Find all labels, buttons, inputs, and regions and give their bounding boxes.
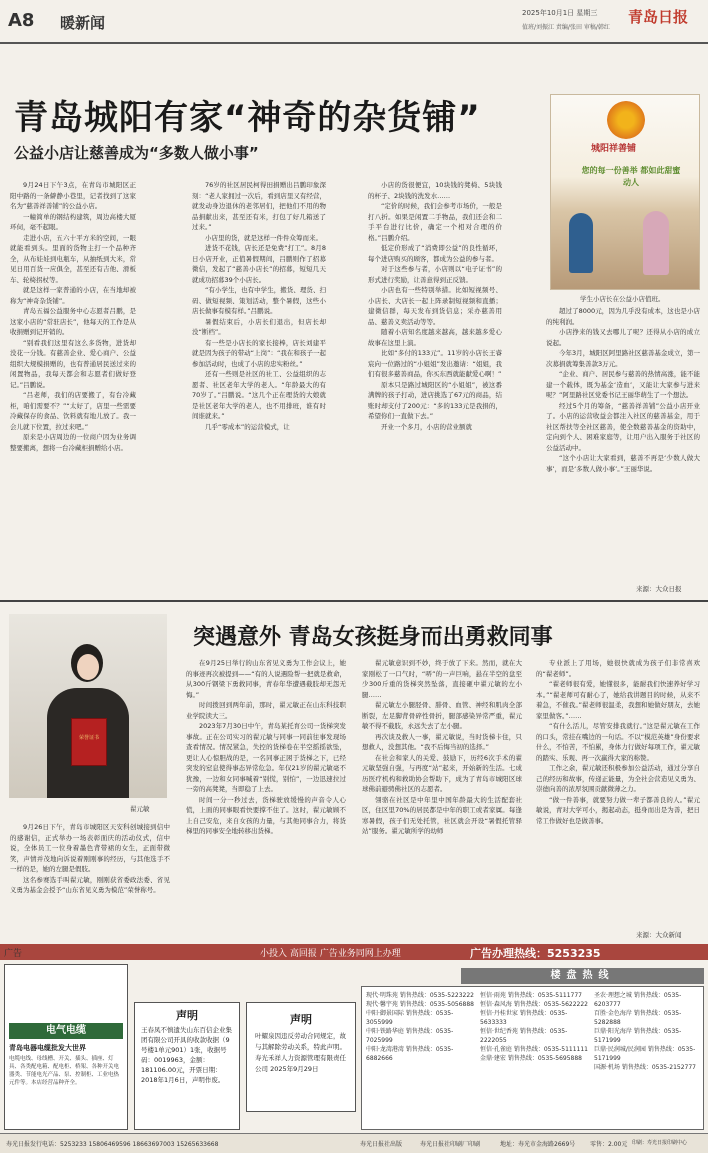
ad-title: 电气电缆 — [9, 1023, 123, 1039]
paragraph: 有一些是小店长的家长接棒，店长刘建平就是因为孩子的带动“上岗”：“我在和孩子一起参加活动时，也成了小店的忠实粉丝。” — [192, 338, 326, 368]
story1-photo — [550, 94, 700, 290]
story1-column-1 — [10, 180, 136, 590]
notice-box-2 — [246, 1002, 356, 1112]
paragraph: “做一件善事，就要努力做一辈子都善良的人。”翟元敏说，青对大学可小，揭起动态，挺身而出是为善，把日常工作做好也是做善事。 — [536, 795, 700, 825]
story2-headline: 突遇意外 青岛女孩挺身而出勇救同事 — [193, 625, 553, 650]
paragraph: 比如“多付的133元”。11岁的小店长王睿宸向一位路过的“小姐姐”发出邀请：“姐姐，我们有很多慈善商品，你买东西就能献爱心啊！” — [368, 349, 502, 378]
shop-slogan: 您的每一份善举 都如此甜蜜动人 — [581, 166, 681, 187]
hotline-item: 现代·明珠苑 销售热线：0535-5223222 — [366, 992, 474, 999]
footer-publisher: 寿光日报社出版 — [360, 1141, 403, 1148]
story2-credit: 来源：大众新闻 — [636, 931, 682, 939]
hotline-column — [594, 991, 700, 1072]
hotline-item: 国源·机场 销售热线：0535-2152777 — [594, 1064, 696, 1071]
child-figure — [643, 211, 669, 275]
hotline-item: 现代·馨宇苑 销售热线：0535-5056888 — [366, 1001, 474, 1008]
child-figure — [569, 213, 593, 273]
hotline-item: 恒信·森风海 销售热线：0535-5622222 — [480, 1001, 588, 1008]
story1-subhead: 公益小店让慈善成为“多数人做小事” — [14, 144, 259, 162]
paragraph: 就是这样一家普通的小店，在当地却被称为“神奇杂货铺”。 — [10, 286, 136, 305]
paragraph: 经过5个月的筹备，“慈善祥善铺”公益小店开业了。小店的运营收益会都注入社区的慈善基金，用于社区帮扶等全社区慈善，使全数慈善基金的资助中，定向到个人、困难家庭等，让用户出入服务于社区的公益活动中。 — [546, 401, 700, 452]
honor-certificate — [71, 718, 107, 766]
notice-body: 王春凤不慎遗失山东百信企业集团有限公司开具的收款收据（9号楼1单元901）1张，收据号码：0019963，金额：181106.00元，开票日期：2018年1月6日，声明作废。 — [141, 1026, 232, 1084]
paragraph: 小店也有一些特别举措。比如短视频号、小店长、大店长一起上阵录制短视频和直播；建微信群，每天发布到货信息；采办慈善用品、慈善义卖活动等等。 — [368, 286, 502, 326]
story1-photo-caption: 学生小店长在公益小店值班。 — [580, 295, 665, 303]
paragraph: 时间一分一秒过去，货梯驶放缓慢的声音令人心慌，上面的同事眼看快要撑不住了。这时，翟元敏顾不上自己安危，来自女孩的力量，与其他同事合力，将货梯里的同事安全地转移出货梯。 — [186, 795, 346, 835]
paragraph: 翟元敏意识到不妙，终于放了下来。然而，就在大家刚松了一口气时，“哢”的一声巨响，悬在半空的盘至少300斤重的货梯突然坠落，直接砸中翟元敏的左小腿…… — [362, 659, 522, 699]
ad-body: 电缆电线、母线槽、开关、插头、插座、灯具、各类配电箱、配电柜、桥架、各种开关电器类、节能电光产品、泵、控制柜、工业电热元件等。本店经营品种齐全。 — [9, 1056, 120, 1086]
notice-box-1 — [134, 1002, 240, 1130]
paragraph: “定价的时候，我们会参考市场价，一般是打八折。如果是闲置二手物品，我们还会和二手平台进行比价，确定一个相对合理的价格。”吕鹏介绍。 — [368, 202, 502, 242]
paragraph: 低定价形成了“消费即公益”的良性循环，每个进店购买的顾客，都成为公益的参与者。 — [368, 244, 502, 263]
paragraph: “别看我们这里有这么多货物，进货却没花一分钱。有慈善企业、爱心商户、公益组织大规模捐赠的，也有普通居民送过来的闲置物品，我每天都会和志愿者们做好登记。”吕鹏说。 — [10, 338, 136, 389]
paragraph: 青岛五福公益服务中心志愿者吕鹏，是这家小店的“常驻店长”，他每天的工作是从收捐赠到记开销的。 — [10, 307, 136, 336]
section-title: 暖新闻 — [60, 14, 106, 32]
hotline-item: 巨鼎·民润城/民润园 销售热线：0535-5171999 — [594, 1046, 696, 1062]
hotline-item: 中阳·龙湾港湾 销售热线：0535-6882666 — [366, 1046, 454, 1062]
story2-column-1 — [10, 822, 170, 942]
paragraph: 今年3月，城阳区阿里路社区慈善基金成立，第一次募捐就筹集善款3万元。 — [546, 349, 700, 368]
paragraph: “吕老师，我们的店要搬了，有台冷藏柜，咱们需要不？”“太好了，店里一些需要冷藏保存的食品、饮料就有地儿放了。我一会儿就下位置，拉过来吧。” — [10, 391, 136, 431]
hotline-column — [366, 991, 474, 1063]
paragraph: “企业、商户、居民参与慈善的热情高涨，能不能建一个载体，既为基金‘造血’，又能让大家参与进来呢？”阿里路社区党委书记王丽华萌生了一个想法。 — [546, 370, 700, 399]
electric-cable-ad — [4, 964, 128, 1130]
hotline-item: 圣农·理想之城 销售热线：0535-6203777 — [594, 992, 682, 1008]
paragraph: 暑假结束后，小店长们退出，但店长却没“断档”。 — [192, 317, 326, 336]
paragraph: 9月26日下午，青岛市城阳区天安科创城接到信中的感谢信，正式举办一场表彰面庆的活动仪式，信中说，全体员工一位身着墨色背带裙的女生，正面带微笑，声情并茂地向诉说着刚刚事的经历，与其他选手不一样的是，她的左腿是假肢。 — [10, 823, 170, 873]
paragraph: 小店的货很便宜，10块钱的凳椅、5块钱的杯子、2块钱的洗发水…… — [368, 181, 502, 200]
hotline-column — [480, 991, 588, 1063]
paragraph: 翎骆在社区是中年里中国年龄最大的生活配套社区，住区里70%的居民都是中年的职工或者家属。每逢寒暑假，孩子们无处托管，社区就会开设“暑假托管驿站”服务。翟元敏所学的幼师 — [362, 795, 522, 835]
paragraph: 76岁的社区居民柯得田捐赠出吕鹏印象深刻：“老人家拥过一次后，看到店里又有经营，就发动身边退休的老邻居们，把他们不用的物品捐献出来，甚至还有米，打包了好几箱送了过来。” — [192, 181, 326, 231]
story2-photo — [9, 614, 167, 798]
person-face — [77, 654, 99, 680]
hotline-item: 恒信·雨苑 销售热线：0535-5111777 — [480, 992, 582, 999]
certificate-label: 荣誉证书 — [78, 735, 99, 741]
paragraph: 小店里的货，就是这样一件件众筹而来。 — [205, 233, 322, 242]
paragraph: 小店挣来的钱又去哪儿了呢？还得从小店的成立说起。 — [546, 328, 700, 347]
paragraph: 2023年7月30日中午，青岛某托育公司一货梯突发事故。正在公司实习的翟元敏与同事一同前往事发现场查看情况。情况紧急，失控的货梯卷在半空摇摇欲坠，更让人心惊胆战的是，一名同事正困于货梯之下，已经突发的窒息使得事态异常危急。年仅21岁的翟元敏毫不犹豫，一边和女同事喊着“别慌，别怕”，一边迅速拉过一旁的高凳凳，当即稳了上去。 — [186, 722, 346, 793]
shop-sign: 城阳祥善铺 — [591, 144, 637, 154]
paragraph: “有小学生，也有中学生，搬货、理货、扫码、做短视频、策划活动，整个暑假，这些小店长做事有模有样。”吕鹏说。 — [192, 286, 326, 315]
masthead-logo: 青岛日报 — [628, 8, 689, 26]
ad-phone: 广告办理热线：5253235 — [470, 947, 601, 960]
ad-label: 广告 — [4, 949, 23, 959]
paragraph: 开业一个多月，小店的营业额就 — [381, 422, 472, 431]
story2-photo-caption: 翟元敏 — [130, 805, 150, 813]
hotline-item: 中阳·铁路华庭 销售热线：0535-7025999 — [366, 1028, 454, 1044]
story2-column-3 — [362, 658, 522, 942]
notice-title: 声明 — [176, 1009, 198, 1022]
section-divider — [0, 600, 708, 602]
story2-column-2 — [186, 658, 346, 942]
paragraph: 工作之余，翟元敏还积极参加公益活动，通过分享自己的经历和故事，传递正能量，为全社会营造见义勇为、崇德向善的浓厚氛围贡献微薄之力。 — [536, 764, 700, 793]
paragraph: 超过了8000元，因为几乎没有成本，这也是小店的纯利润。 — [546, 307, 700, 326]
story1-column-4 — [546, 306, 700, 578]
paragraph: “有什么活儿，尽管安排我就行。”这是翟元敏在工作的口头，常挂在嘴边的一句话。不以“模范英雄”身份要求什么，不怕苦，不怕累，身体力行做好每项工作，翟元敏的踏实、乐观、再一次赢得大家的称赞。 — [536, 722, 700, 762]
paragraph: 进货不花钱，店长还是免费“打工”。8月8日小店开业，正值暑假期间，吕鹏则作了招募微信，发起了“慈善小店长”的招募，短短几天就成功招募39个小店长。 — [192, 244, 326, 284]
paragraph: 专业派上了用场，她很快就成为孩子们非常喜欢的“翟老师”。 — [536, 659, 700, 678]
story2-column-4 — [536, 658, 700, 928]
page-number: A8 — [8, 10, 35, 31]
paragraph: 时间拨回到两年前，那时，翟元敏正在山东科技职业学院读大三。 — [186, 701, 346, 720]
hotline-item: 恒信·丹桂世家 销售热线：0535-5633333 — [480, 1010, 568, 1026]
issue-date: 2025年10月1日 星期三 — [522, 9, 598, 17]
paragraph: 这名参赛选手叫翟元敏，刚刚获省委政法委、省见义勇为基金会授予“山东省见义勇为模范”荣誉称号。 — [10, 875, 170, 894]
paragraph: 再次谈及救人一事，翟元敏说，当时货梯卡住，只想救人，没想其他。“我不后悔当初的选择。” — [362, 732, 522, 751]
notice-title: 声明 — [290, 1013, 312, 1026]
footer-phones: 寿光日报发行电话：5253233 15806469596 18663697003 15265633668 — [6, 1141, 219, 1148]
notice-body: 叶耀泉因违反劳动合同规定，故与其解除劳动关系，特此声明。寿光禾祥人力资源管理有限责任公司 2025年9月29日 — [255, 1032, 346, 1073]
footer-print-center: 印刷：寿光日报印刷中心 — [632, 1140, 688, 1146]
hotline-item: 恒信·孔雀庭 销售热线：0535-5111111 — [480, 1046, 588, 1053]
hotline-item: 中阳·御景国际 销售热线：0535-3055999 — [366, 1010, 454, 1026]
paragraph: 随着小店知名度越来越高，越来越多爱心故事在这里上演。 — [368, 328, 502, 347]
paragraph: 还有一些则是社区的社工、公益组织的志愿者、社区老年大学的老人。“年龄最大的有70岁了。”吕鹏说。“这几个正在理货的大娘就是社区老年大学的老人，也不用排班，谁有时间谁就来。” — [192, 370, 326, 420]
story1-column-3 — [368, 180, 502, 596]
paragraph: 几乎“零成本”的运营模式，让 — [205, 422, 290, 431]
hotline-item: 巨鼎·阳光海岸 销售热线：0535-5171999 — [594, 1028, 682, 1044]
paragraph: “翟老师很有爱，她懂很多，能耐我们快速养好学习本。”“翟老师可有耐心了，她给我讲题目的时候，从来不着急，不催我。”翟老师很温柔，我想和她做好朋友，去她家里做客。”…… — [536, 680, 700, 720]
paragraph: 一幢简单的钢结构建筑，周边高楼大厦环伺，毫不起眼。 — [10, 212, 136, 231]
hotline-item: 金鼎·建宏 销售热线：0535-5695888 — [480, 1055, 582, 1062]
sun-logo-icon — [607, 101, 645, 139]
hotline-box — [361, 986, 704, 1130]
paragraph: 在社会和家人的关爱、鼓励下，历经6次手术的翟元敏坚强自强，与再度“站”起来，开始新的生活。七成历医疗机构和救助协会帮助下，成为了青岛市城阳区球球佛前避骋佛社区的志愿者。 — [362, 753, 522, 793]
footer-address: 地址：寿光市金海路2669号 — [500, 1141, 576, 1148]
footer-price: 零售：2.00元 — [590, 1141, 628, 1148]
story1-headline: 青岛城阳有家“神奇的杂货铺” — [14, 98, 481, 138]
hotline-title: 楼盘热线 — [461, 968, 704, 984]
ad-banner-text: 小投入 高回报 广告业务同网上办理 — [260, 949, 401, 959]
paragraph: 9月24日下午3点，在青岛市城阳区正阳中路的一条僻静小巷里，记者找到了这家名为“慈善祥善铺”的公益小店。 — [10, 181, 136, 210]
paragraph: 在9月25日举行的山东省见义勇为工作会议上，她的事迹再次被提到——“有的人说遇险帮一把就是救命，从300斤钢梁下勇救同事，青春年华遭遇截肢却无怨无悔。” — [186, 659, 346, 699]
story1-column-2 — [192, 180, 326, 596]
ad-company: 青岛电器电缆批发大世界 — [9, 1044, 86, 1052]
hotline-item: 恒信·世纪香苑 销售热线：0535-2222055 — [480, 1028, 568, 1044]
paragraph: “这个小店让大家看到，慈善不再是‘少数人做大事’，而是‘多数人做小事’。”王丽华说。 — [546, 454, 700, 473]
paragraph: 走进小店，五六十平方米的空间，一眼就能看到头。里面的货物主打一个品种齐全，从布娃娃到电瓶车，从抽纸到大米，常见日用百货一应俱全，甚至还有吉他、滑板车、轮椅拐杖等。 — [10, 233, 136, 284]
footer-printer: 寿光日报社印刷厂印刷 — [420, 1141, 481, 1148]
hotline-item: 百胜·金色海岸 销售热线：0535-5282888 — [594, 1010, 682, 1026]
staff-line: 值班/刘振江 责编/张田 审稿/韩红 — [522, 24, 610, 31]
paragraph: 原本只是路过城阳区的“小姐姐”，被这番满牌的孩子打动，进店挑选了67元的商品，结账时却支付了200元：“多的133元是我捐的，希望你们一直做下去。” — [368, 380, 502, 420]
paragraph: 翟元敏左小腿胫骨、腓骨、血管、神经和肌肉全部断裂，左足脚背骨碎性骨折，腿部感染异常严重，翟元敏不得不截肢，永远失去了左小腿。 — [362, 701, 522, 730]
paragraph: 原来是小店周边的一位商户因为业务调整要搬离，想将一台冷藏柜捐赠给小店。 — [10, 433, 136, 452]
story1-credit: 来源：大众日报 — [636, 585, 682, 593]
paragraph: 对于这些参与者，小店则以“电子证书”的形式进行奖励，让善意得到正反馈。 — [368, 265, 502, 284]
